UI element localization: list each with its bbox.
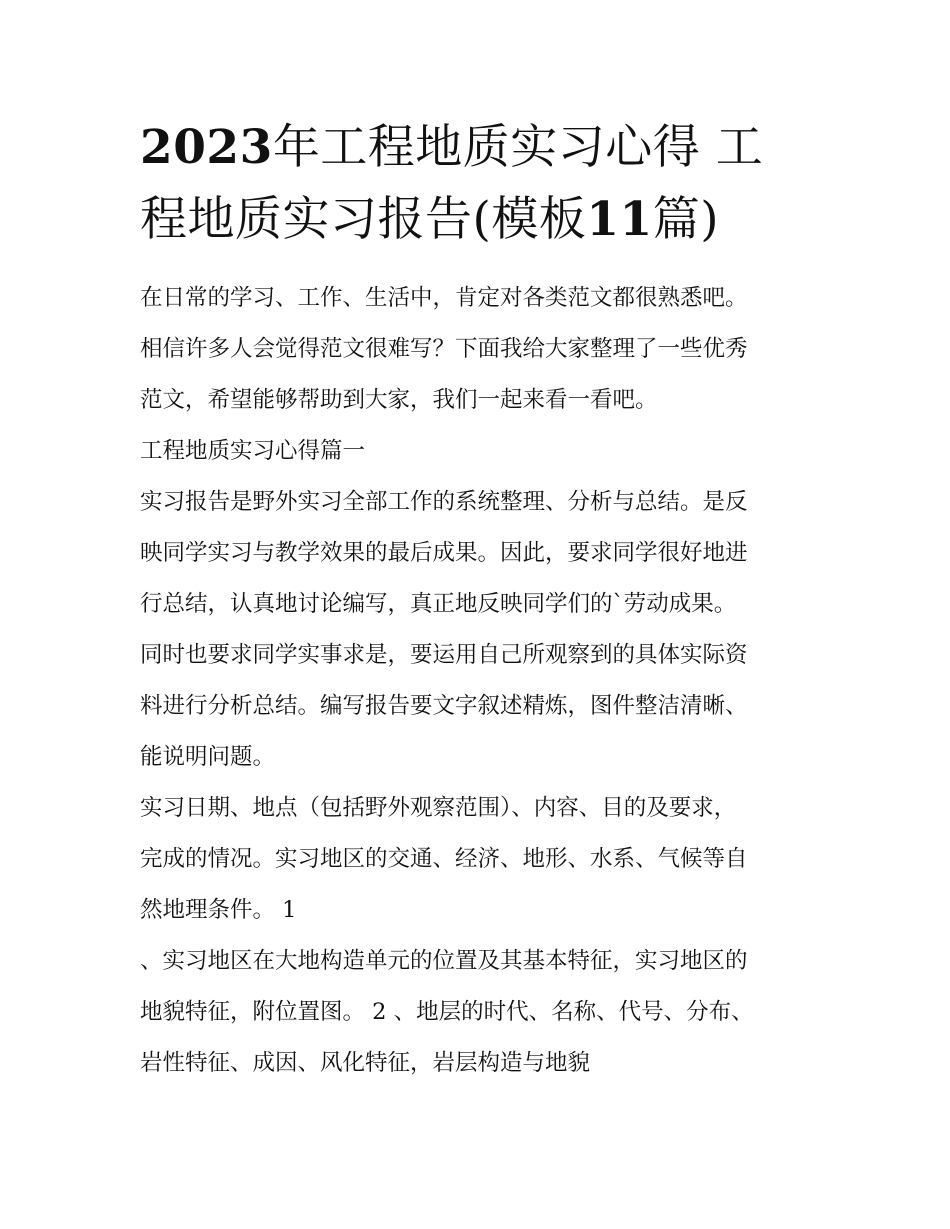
title-count: 11 — [586, 192, 653, 247]
body-line: 完成的情况。实习地区的交通、经济、地形、水系、气候等自 — [140, 846, 748, 872]
body-line: 、实习地区在大地构造单元的位置及其基本特征，实习地区的 — [140, 948, 748, 974]
title-line-1 — [140, 112, 820, 184]
body-line: 实习报告是野外实习全部工作的系统整理、分析与总结。是反 — [140, 489, 748, 515]
body-line: 相信许多人会觉得范文很难写？下面我给大家整理了一些优秀 — [140, 336, 748, 362]
body-line: 同时也要求同学实事求是，要运用自己所观察到的具体实际资 — [140, 642, 748, 668]
document-body — [140, 273, 820, 1089]
document-title — [140, 112, 820, 256]
title-line-2 — [140, 184, 820, 256]
title-line-2-text: 程地质实习报告(模板 — [140, 192, 587, 247]
body-line: 岩性特征、成因、风化特征，岩层构造与地貌 — [140, 1050, 591, 1076]
title-year: 2023 — [140, 120, 273, 175]
body-line: 实习日期、地点（包括野外观察范围）、内容、目的及要求， — [140, 795, 737, 821]
body-line: 行总结，认真地讨论编写，真正地反映同学们的`劳动成果。 — [140, 591, 737, 617]
body-line: 料进行分析总结。编写报告要文字叙述精炼，图件整洁清晰、 — [140, 693, 748, 719]
body-line: 地貌特征，附位置图。 2 、地层的时代、名称、代号、分布、 — [140, 999, 754, 1025]
body-line: 范文，希望能够帮助到大家，我们一起来看一看吧。 — [140, 387, 658, 413]
title-line-1-text: 年工程地质实习心得 工 — [272, 120, 764, 175]
body-line: 在日常的学习、工作、生活中，肯定对各类范文都很熟悉吧。 — [140, 285, 748, 311]
body-line: 映同学实习与教学效果的最后成果。因此，要求同学很好地进 — [140, 540, 748, 566]
body-line: 然地理条件。 1 — [140, 897, 297, 923]
section-heading: 工程地质实习心得篇一 — [140, 438, 366, 464]
title-line-2-end: 篇) — [652, 192, 720, 247]
body-line: 能说明问题。 — [140, 744, 276, 770]
